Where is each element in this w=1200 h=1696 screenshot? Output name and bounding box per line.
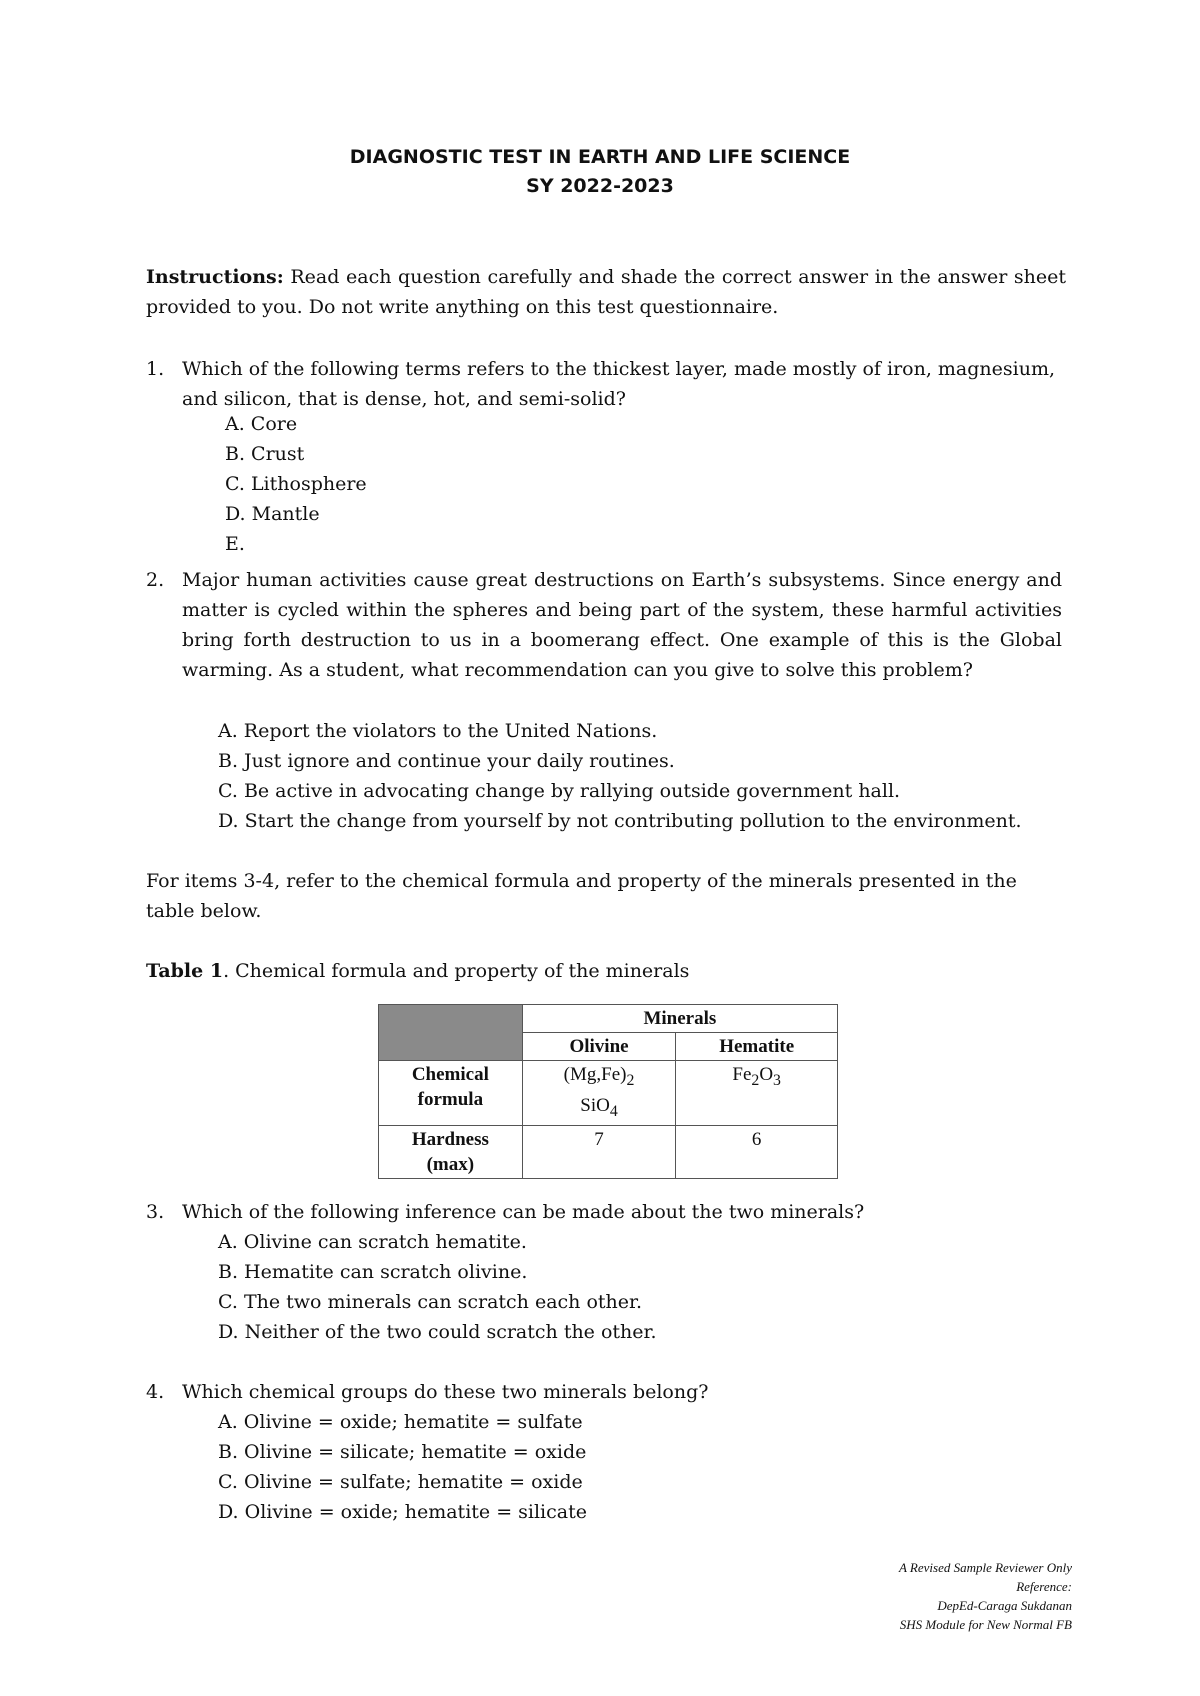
question-option: B. Hematite can scratch olivine. — [218, 1261, 528, 1283]
question-option: B. Olivine = silicate; hematite = oxide — [218, 1441, 587, 1463]
question-option: A. Core — [225, 413, 298, 435]
table-cell-olivine-formula — [522, 1061, 676, 1126]
formula-part: O — [759, 1064, 774, 1085]
footer-line: Reference: — [1016, 1579, 1072, 1594]
question-option: C. Be active in advocating change by rallying outside government hall. — [218, 780, 901, 802]
question-option: D. Mantle — [225, 503, 320, 525]
table-row-label-line: formula — [417, 1089, 484, 1110]
table-row-label-line: (max) — [426, 1153, 475, 1175]
question-option: D. Start the change from yourself by not contributing pollution to the environment. — [218, 810, 1022, 832]
formula-part: SiO — [580, 1094, 610, 1116]
question-text: Major human activities cause great destructions on Earth’s subsystems. Since energy and matter is cycled within the spheres and being part of the system, these harmful activities bring forth destruction to us in a boomerang effect. One example of this is the Global warming. As a student, what recommendation can you give to solve this problem? — [182, 569, 1062, 681]
question-text: Which chemical groups do these two minerals belong? — [182, 1381, 709, 1403]
question-option: E. — [225, 533, 245, 555]
school-year: SY 2022-2023 — [526, 175, 674, 197]
question-option: D. Olivine = oxide; hematite = silicate — [218, 1501, 587, 1523]
table-cell-hematite-hardness: 6 — [676, 1125, 838, 1178]
footer-line: SHS Module for New Normal FB — [899, 1617, 1072, 1632]
question-option: D. Neither of the two could scratch the other. — [218, 1321, 657, 1343]
question-option: C. Lithosphere — [225, 473, 367, 495]
formula-subscript: 3 — [773, 1071, 781, 1089]
question-option: B. Crust — [225, 443, 305, 465]
footer-line: DepEd-Caraga Sukdanan — [937, 1598, 1072, 1613]
table-row-label-line: Chemical — [411, 1064, 489, 1085]
question-option: A. Olivine can scratch hematite. — [218, 1231, 527, 1253]
table-group-header: Minerals — [522, 1005, 837, 1033]
question-text: Which of the following terms refers to the thickest layer, made mostly of iron, magnesium, and silicon, that is dense, hot, and semi-solid? — [182, 358, 1056, 410]
table-caption — [146, 956, 689, 986]
table-row-label — [379, 1061, 523, 1126]
table-column-header: Olivine — [522, 1033, 676, 1061]
question-number: 1. — [146, 358, 165, 380]
question-option: B. Just ignore and continue your daily routines. — [218, 750, 675, 772]
table-corner-cell — [379, 1005, 523, 1061]
question-option: C. Olivine = sulfate; hematite = oxide — [218, 1471, 583, 1493]
table-row-label-line: Hardness — [411, 1128, 489, 1150]
items-note: For items 3-4, refer to the chemical formula and property of the minerals presented in the table below. — [146, 870, 1017, 922]
formula-part: (Mg,Fe) — [563, 1064, 627, 1085]
table-cell-hematite-formula — [676, 1061, 838, 1126]
footer-note — [899, 1558, 1072, 1634]
question-number: 2. — [146, 569, 165, 591]
question-number: 3. — [146, 1201, 165, 1223]
formula-subscript: 2 — [751, 1071, 760, 1089]
formula-subscript: 2 — [626, 1071, 635, 1089]
question-number: 4. — [146, 1381, 165, 1403]
formula-part: Fe — [732, 1064, 752, 1085]
formula-subscript: 4 — [609, 1102, 618, 1120]
question-option: A. Report the violators to the United Nations. — [218, 720, 658, 742]
minerals-table — [378, 1004, 838, 1179]
question-option: C. The two minerals can scratch each other. — [218, 1291, 643, 1313]
page-title: DIAGNOSTIC TEST IN EARTH AND LIFE SCIENCE — [349, 146, 851, 168]
table-caption-label: Table 1 — [146, 960, 224, 982]
table-caption-text: . Chemical formula and property of the minerals — [223, 960, 690, 982]
footer-line: A Revised Sample Reviewer Only — [898, 1560, 1072, 1575]
question-option: A. Olivine = oxide; hematite = sulfate — [218, 1411, 583, 1433]
table-column-header: Hematite — [676, 1033, 838, 1061]
instructions-label: Instructions: — [146, 266, 284, 288]
instructions-text: Read each question carefully and shade the correct answer in the answer sheet provided to you. Do not write anything on this test questionnaire. — [146, 266, 1066, 318]
table-cell-olivine-hardness: 7 — [522, 1125, 676, 1178]
table-row-label — [379, 1125, 523, 1178]
question-text: Which of the following inference can be made about the two minerals? — [182, 1201, 865, 1223]
instructions — [146, 262, 1066, 322]
